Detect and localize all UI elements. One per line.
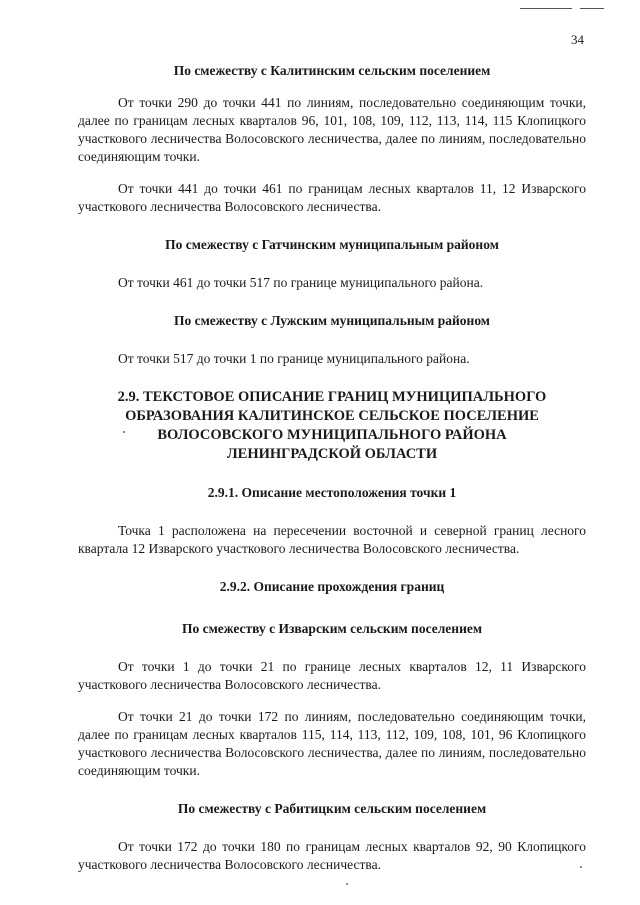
scan-speck bbox=[580, 866, 582, 868]
heading-izvarskoe: По смежеству с Изварским сельским поселением bbox=[181, 621, 483, 636]
section-title-2-9 bbox=[78, 388, 586, 464]
para-461-517: От точки 461 до точки 517 по границе муниципального района. bbox=[118, 275, 484, 290]
para-172-180: От точки 172 до точки 180 по границам лесных кварталов 92, 90 Клопицкого участкового лесничества Волосовского лесничества. bbox=[78, 839, 586, 872]
para-290-441: От точки 290 до точки 441 по линиям, последовательно соединяющим точки, далее по границам лесных кварталов 96, 101, 108, 109, 112, 113, 114, 115 Клопицкого участкового лесничества Волосовского лесничества, далее по линиям, последовательно соединяющим точки. bbox=[78, 95, 586, 164]
para-441-461: От точки 441 до точки 461 по границам лесных кварталов 11, 12 Изварского участкового лесничества Волосовского лесничества. bbox=[78, 181, 586, 214]
document-body bbox=[78, 62, 586, 874]
section-title-line: ВОЛОСОВСКОГО МУНИЦИПАЛЬНОГО РАЙОНА bbox=[157, 427, 507, 443]
heading-luzhsky: По смежеству с Лужским муниципальным районом bbox=[173, 313, 491, 328]
para-1-21: От точки 1 до точки 21 по границе лесных кварталов 12, 11 Изварского участкового лесничества Волосовского лесничества. bbox=[78, 659, 586, 692]
scan-speck bbox=[123, 431, 125, 433]
top-rule-line bbox=[520, 8, 572, 9]
para-517-1: От точки 517 до точки 1 по границе муниципального района. bbox=[118, 351, 470, 366]
top-rule-line-short bbox=[580, 8, 604, 9]
heading-gatchinsky: По смежеству с Гатчинским муниципальным районом bbox=[165, 237, 499, 252]
heading-rabititskoe: По смежеству с Рабитицким сельским поселением bbox=[177, 801, 487, 816]
section-title-line: ОБРАЗОВАНИЯ КАЛИТИНСКОЕ СЕЛЬСКОЕ ПОСЕЛЕНИЕ bbox=[125, 408, 539, 424]
scan-speck bbox=[346, 883, 348, 885]
para-21-172: От точки 21 до точки 172 по линиям, последовательно соединяющим точки, далее по границам лесных кварталов 115, 114, 113, 112, 109, 108, 101, 96 Клопицкого участкового лесничества Волосовского лесничества, далее по линиям, последовательно соединяющим точки. bbox=[78, 709, 586, 778]
para-point-1: Точка 1 расположена на пересечении восточной и северной границ лесного квартала 12 Изварского участкового лесничества Волосовского лесничества. bbox=[78, 523, 586, 556]
section-title-line: ЛЕНИНГРАДСКОЙ ОБЛАСТИ bbox=[226, 446, 438, 462]
heading-2-9-2: 2.9.2. Описание прохождения границ bbox=[219, 579, 445, 594]
section-title-line: 2.9. ТЕКСТОВОЕ ОПИСАНИЕ ГРАНИЦ МУНИЦИПАЛЬНОГО bbox=[117, 389, 547, 405]
page-number: 34 bbox=[571, 32, 584, 47]
heading-kalitinskoe: По смежеству с Калитинским сельским поселением bbox=[173, 63, 491, 78]
heading-2-9-1: 2.9.1. Описание местоположения точки 1 bbox=[207, 485, 457, 500]
